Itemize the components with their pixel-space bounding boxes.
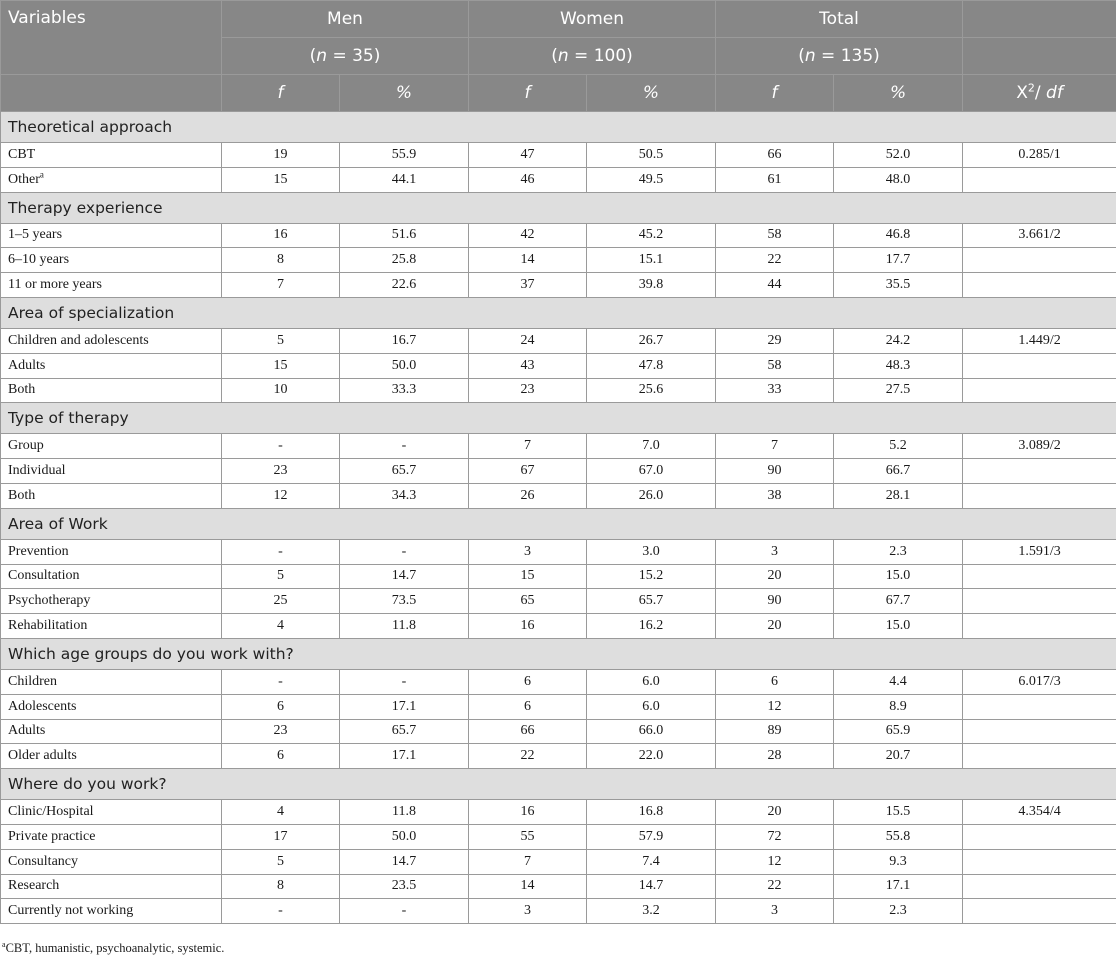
table-cell: 44 (716, 273, 834, 298)
row-label-cell (1, 483, 222, 508)
row-label-cell (1, 539, 222, 564)
col-header-f: f (469, 75, 587, 112)
table-cell: 22 (716, 874, 834, 899)
table-cell: 11.8 (340, 614, 469, 639)
table-cell: 20.7 (834, 744, 963, 769)
table-cell: 3.089/2 (963, 434, 1116, 459)
table-cell: 65 (469, 589, 587, 614)
table-cell: 65.9 (834, 719, 963, 744)
col-header-pct: % (340, 75, 469, 112)
table-cell: 16.8 (587, 800, 716, 825)
table-cell: 48.3 (834, 353, 963, 378)
table-cell: 52.0 (834, 143, 963, 168)
table-row (1, 824, 1116, 849)
table-cell: 55.9 (340, 143, 469, 168)
table-cell (963, 378, 1116, 403)
table-cell: 49.5 (587, 167, 716, 192)
table-cell: 23 (222, 459, 340, 484)
table-cell: 7 (469, 434, 587, 459)
table-cell: 67.0 (587, 459, 716, 484)
table-cell (963, 353, 1116, 378)
table-cell: 19 (222, 143, 340, 168)
table-cell: 51.6 (340, 223, 469, 248)
table-row (1, 564, 1116, 589)
table-cell (963, 719, 1116, 744)
table-cell: - (340, 899, 469, 924)
table-cell (963, 614, 1116, 639)
group-n-women: (n = 100) (469, 38, 716, 75)
table-cell: - (222, 899, 340, 924)
table-cell: 2.3 (834, 539, 963, 564)
table-cell: 25.8 (340, 248, 469, 273)
table-cell: 25 (222, 589, 340, 614)
table-cell: 6 (222, 744, 340, 769)
section-title: Therapy experience (1, 192, 1116, 223)
table-cell: 22 (716, 248, 834, 273)
table-cell: 8.9 (834, 694, 963, 719)
section-row (1, 192, 1116, 223)
table-cell: 35.5 (834, 273, 963, 298)
table-header (1, 1, 1116, 112)
table-cell: 3.0 (587, 539, 716, 564)
table-cell: 12 (716, 694, 834, 719)
table-cell: 3 (469, 539, 587, 564)
col-header-pct: % (834, 75, 963, 112)
table-cell: 15.2 (587, 564, 716, 589)
table-cell: 11.8 (340, 800, 469, 825)
table-cell: 57.9 (587, 824, 716, 849)
row-label: Consultancy (8, 853, 78, 869)
table-cell: 39.8 (587, 273, 716, 298)
row-label: 1–5 years (8, 227, 63, 243)
row-label: Children (8, 673, 57, 689)
table-cell: 10 (222, 378, 340, 403)
table-cell: 9.3 (834, 849, 963, 874)
table-row (1, 248, 1116, 273)
section-title: Which age groups do you work with? (1, 638, 1116, 669)
table-cell: 89 (716, 719, 834, 744)
group-n-men: (n = 35) (222, 38, 469, 75)
table-cell: 6 (469, 669, 587, 694)
table-cell: 17.1 (340, 694, 469, 719)
row-label: 11 or more years (8, 277, 102, 293)
row-label-cell (1, 353, 222, 378)
table-cell: 1.591/3 (963, 539, 1116, 564)
table-cell: 34.3 (340, 483, 469, 508)
row-label: Prevention (8, 543, 69, 559)
table-cell: 37 (469, 273, 587, 298)
table-cell: 66.0 (587, 719, 716, 744)
table-cell: 5 (222, 849, 340, 874)
table-cell: 23 (222, 719, 340, 744)
table-cell: 5 (222, 564, 340, 589)
table-cell: 15.0 (834, 614, 963, 639)
table-cell: 3 (716, 539, 834, 564)
table-cell: 20 (716, 800, 834, 825)
table-cell: 65.7 (340, 719, 469, 744)
row-label: Research (8, 878, 60, 894)
row-label-cell (1, 719, 222, 744)
table-cell: 4.354/4 (963, 800, 1116, 825)
table-cell: 22 (469, 744, 587, 769)
table-row (1, 669, 1116, 694)
table-cell: 4.4 (834, 669, 963, 694)
section-title: Area of specialization (1, 297, 1116, 328)
row-label: Currently not working (8, 903, 134, 919)
section-title: Theoretical approach (1, 112, 1116, 143)
row-label-cell (1, 434, 222, 459)
table-cell: 15.0 (834, 564, 963, 589)
table-cell: 20 (716, 614, 834, 639)
table-cell: - (222, 669, 340, 694)
table-cell: 7.4 (587, 849, 716, 874)
row-label: Psychotherapy (8, 593, 91, 609)
row-label: Private practice (8, 828, 96, 844)
row-label: Clinic/Hospital (8, 804, 94, 820)
table-cell: 55.8 (834, 824, 963, 849)
table-cell: 3 (469, 899, 587, 924)
row-label: Individual (8, 463, 66, 479)
group-n-total: (n = 135) (716, 38, 963, 75)
table-cell: 15 (469, 564, 587, 589)
table-cell: 7 (222, 273, 340, 298)
row-label-cell (1, 824, 222, 849)
table-cell: 7.0 (587, 434, 716, 459)
section-title: Type of therapy (1, 403, 1116, 434)
table-cell: 6 (469, 694, 587, 719)
table-cell: 46 (469, 167, 587, 192)
table-row (1, 800, 1116, 825)
row-label-cell (1, 874, 222, 899)
table-cell: 17.1 (340, 744, 469, 769)
col-header-f: f (222, 75, 340, 112)
table-row (1, 694, 1116, 719)
row-label-cell (1, 694, 222, 719)
table-cell (963, 564, 1116, 589)
variables-header: Variables (1, 1, 222, 75)
table-cell: 7 (469, 849, 587, 874)
table-cell: 67.7 (834, 589, 963, 614)
table-cell (963, 589, 1116, 614)
row-label: Children and adolescents (8, 332, 149, 348)
table-cell: 14.7 (340, 564, 469, 589)
table-cell: 3.2 (587, 899, 716, 924)
table-cell: 4 (222, 614, 340, 639)
table-cell: 12 (716, 849, 834, 874)
group-header-women: Women (469, 1, 716, 38)
table-cell: 12 (222, 483, 340, 508)
footnote-mark: a (2, 939, 6, 949)
table-cell: 66 (716, 143, 834, 168)
table-cell: 2.3 (834, 899, 963, 924)
table-cell: 67 (469, 459, 587, 484)
table-cell: 6 (716, 669, 834, 694)
row-label-cell (1, 669, 222, 694)
table-cell: 6 (222, 694, 340, 719)
table-cell: 50.0 (340, 353, 469, 378)
row-label-cell (1, 328, 222, 353)
table-cell: 3 (716, 899, 834, 924)
row-label: Both (8, 487, 36, 503)
table-cell: 48.0 (834, 167, 963, 192)
row-label: Adults (8, 357, 46, 373)
table-cell: 26 (469, 483, 587, 508)
row-label-cell (1, 800, 222, 825)
row-label-cell (1, 614, 222, 639)
table-cell: 6.0 (587, 669, 716, 694)
table-row (1, 143, 1116, 168)
row-label-cell (1, 143, 222, 168)
table-cell (963, 899, 1116, 924)
row-label: CBT (8, 146, 36, 162)
table-cell: 1.449/2 (963, 328, 1116, 353)
section-row (1, 769, 1116, 800)
table-row (1, 434, 1116, 459)
table-cell: 14 (469, 248, 587, 273)
table-cell: 42 (469, 223, 587, 248)
row-label: Other (8, 171, 40, 187)
row-label: Older adults (8, 748, 77, 764)
table-cell: 65.7 (340, 459, 469, 484)
table-cell: 46.8 (834, 223, 963, 248)
table-cell: 47.8 (587, 353, 716, 378)
col-header-pct: % (587, 75, 716, 112)
table-cell: 17.7 (834, 248, 963, 273)
table-cell (963, 849, 1116, 874)
table-cell: 55 (469, 824, 587, 849)
table-row (1, 614, 1116, 639)
table-cell: 27.5 (834, 378, 963, 403)
table-cell: - (340, 434, 469, 459)
table-cell: 72 (716, 824, 834, 849)
table-cell: - (340, 669, 469, 694)
table-cell: 26.7 (587, 328, 716, 353)
table-row (1, 719, 1116, 744)
table-cell: 6.0 (587, 694, 716, 719)
section-title: Where do you work? (1, 769, 1116, 800)
row-label: Consultation (8, 568, 80, 584)
table-cell (963, 167, 1116, 192)
row-label-cell (1, 744, 222, 769)
table-cell: 90 (716, 589, 834, 614)
table-row (1, 874, 1116, 899)
table-cell: 58 (716, 353, 834, 378)
row-label: Both (8, 382, 36, 398)
table-cell: 23.5 (340, 874, 469, 899)
table-cell: 47 (469, 143, 587, 168)
row-label: 6–10 years (8, 252, 70, 268)
table-cell (963, 694, 1116, 719)
table-cell: 14 (469, 874, 587, 899)
table-cell: 8 (222, 248, 340, 273)
table-cell (963, 483, 1116, 508)
row-label-cell (1, 589, 222, 614)
table-cell: 90 (716, 459, 834, 484)
table-cell: 16.2 (587, 614, 716, 639)
table-cell: 33 (716, 378, 834, 403)
table-cell: 7 (716, 434, 834, 459)
row-label-cell (1, 167, 222, 192)
row-label: Adults (8, 723, 46, 739)
empty-header-cell (963, 1, 1116, 38)
table-cell: 17 (222, 824, 340, 849)
table-row (1, 459, 1116, 484)
table-cell (963, 744, 1116, 769)
table-cell: 73.5 (340, 589, 469, 614)
table-cell: 16 (222, 223, 340, 248)
table-cell: 15 (222, 353, 340, 378)
row-label-cell (1, 273, 222, 298)
row-label-cell (1, 223, 222, 248)
table-row (1, 273, 1116, 298)
table-row (1, 744, 1116, 769)
table-row (1, 353, 1116, 378)
table-cell: 66.7 (834, 459, 963, 484)
table-cell: 15.1 (587, 248, 716, 273)
table-cell: 23 (469, 378, 587, 403)
col-header-f: f (716, 75, 834, 112)
section-row (1, 508, 1116, 539)
table-cell: - (222, 434, 340, 459)
table-cell (963, 824, 1116, 849)
table-cell: 28 (716, 744, 834, 769)
table-cell: 20 (716, 564, 834, 589)
empty-header-cell (963, 38, 1116, 75)
table-cell (963, 248, 1116, 273)
table-row (1, 539, 1116, 564)
table-cell: 24 (469, 328, 587, 353)
section-row (1, 112, 1116, 143)
footnote (2, 941, 224, 956)
table-cell (963, 874, 1116, 899)
table-cell: 15 (222, 167, 340, 192)
table-cell: 15.5 (834, 800, 963, 825)
table-cell (963, 459, 1116, 484)
table-cell: 61 (716, 167, 834, 192)
row-label-cell (1, 899, 222, 924)
table-cell: 16 (469, 614, 587, 639)
table-cell: 5.2 (834, 434, 963, 459)
table-cell: 4 (222, 800, 340, 825)
table-cell: 25.6 (587, 378, 716, 403)
table-cell: 3.661/2 (963, 223, 1116, 248)
table-cell: 6.017/3 (963, 669, 1116, 694)
table-cell: 26.0 (587, 483, 716, 508)
group-header-total: Total (716, 1, 963, 38)
table-row (1, 589, 1116, 614)
table-cell: 5 (222, 328, 340, 353)
section-row (1, 403, 1116, 434)
section-title: Area of Work (1, 508, 1116, 539)
table-cell: 22.6 (340, 273, 469, 298)
table-cell: 66 (469, 719, 587, 744)
table-cell: 45.2 (587, 223, 716, 248)
table-cell (963, 273, 1116, 298)
table-row (1, 167, 1116, 192)
col-header-chi-square: $X^2/$ df (963, 75, 1116, 112)
table-cell: 58 (716, 223, 834, 248)
table-row (1, 483, 1116, 508)
footnote-text: CBT, humanistic, psychoanalytic, systemic. (5, 941, 225, 955)
table-cell: 14.7 (587, 874, 716, 899)
row-label-cell (1, 248, 222, 273)
table-cell: 22.0 (587, 744, 716, 769)
table-cell: 28.1 (834, 483, 963, 508)
table-cell: 17.1 (834, 874, 963, 899)
row-label-cell (1, 849, 222, 874)
table-cell: 24.2 (834, 328, 963, 353)
table-row (1, 899, 1116, 924)
table-cell: 16.7 (340, 328, 469, 353)
group-header-men: Men (222, 1, 469, 38)
footnote-ref: a (39, 169, 44, 180)
section-row (1, 297, 1116, 328)
table-cell: - (340, 539, 469, 564)
section-row (1, 638, 1116, 669)
row-label-cell (1, 459, 222, 484)
empty-header-cell (1, 75, 222, 112)
table-row (1, 378, 1116, 403)
row-label: Group (8, 438, 44, 454)
table-cell: 8 (222, 874, 340, 899)
table-cell: - (222, 539, 340, 564)
table-cell: 14.7 (340, 849, 469, 874)
table-cell: 29 (716, 328, 834, 353)
table-row (1, 223, 1116, 248)
table-cell: 65.7 (587, 589, 716, 614)
table-cell: 0.285/1 (963, 143, 1116, 168)
row-label: Adolescents (8, 698, 77, 714)
row-label-cell (1, 378, 222, 403)
table-cell: 50.0 (340, 824, 469, 849)
table-cell: 44.1 (340, 167, 469, 192)
row-label: Rehabilitation (8, 618, 88, 634)
table-cell: 43 (469, 353, 587, 378)
table-body (1, 112, 1116, 924)
table-cell: 16 (469, 800, 587, 825)
row-label-cell (1, 564, 222, 589)
table-cell: 33.3 (340, 378, 469, 403)
table-cell: 38 (716, 483, 834, 508)
table-cell: 50.5 (587, 143, 716, 168)
table-row (1, 328, 1116, 353)
table-row (1, 849, 1116, 874)
